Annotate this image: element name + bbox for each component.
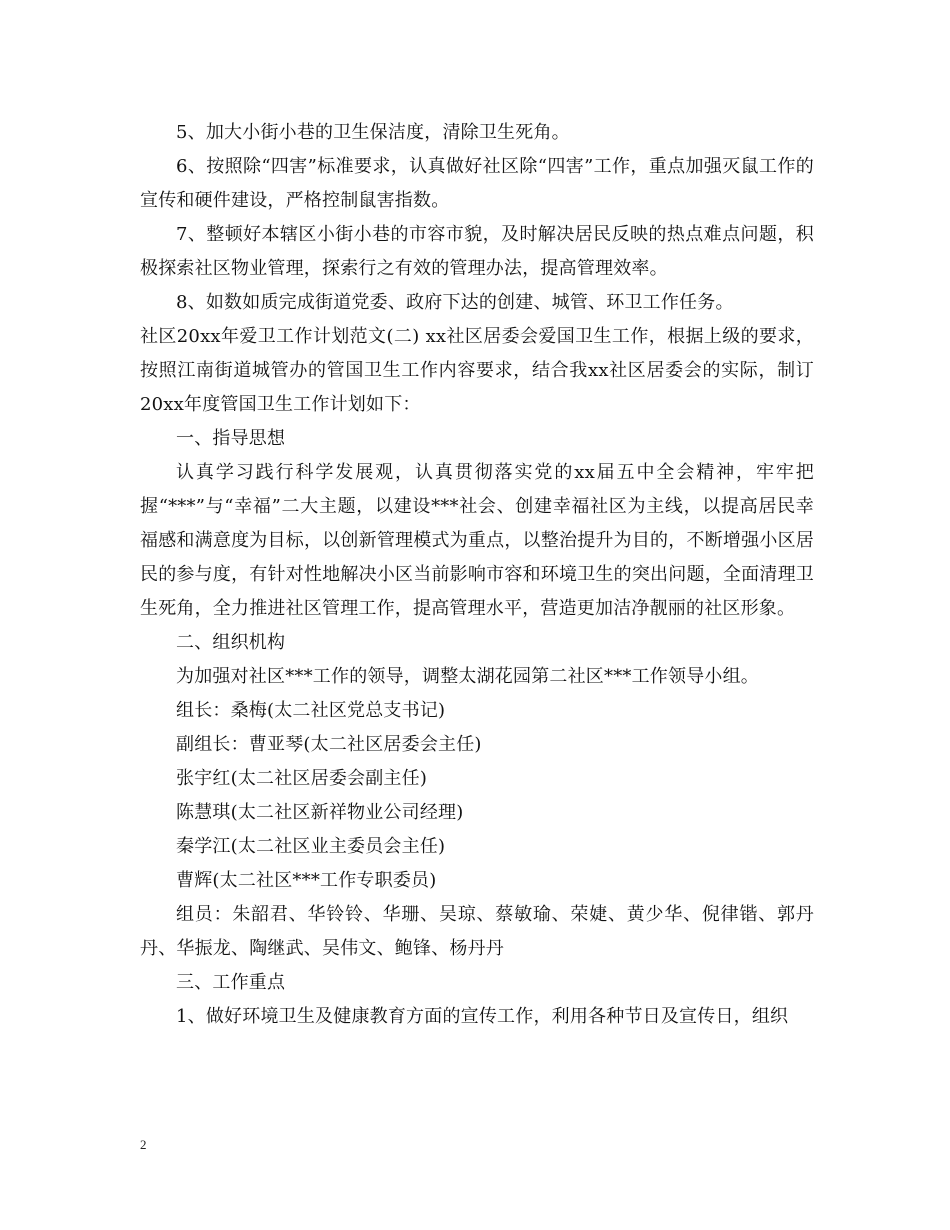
heading-organization: 二、组织机构 [176, 632, 286, 653]
paragraph-item-5: 5、加大小街小巷的卫生保洁度，清除卫生死角。 [176, 122, 570, 143]
team-member-cao: 曹辉(太二社区***工作专职委员) [176, 870, 437, 891]
team-member-qin: 秦学江(太二社区业主委员会主任) [176, 836, 446, 857]
page-number: 2 [140, 1137, 147, 1152]
team-member-zhang: 张宇红(太二社区居委会副主任) [176, 768, 428, 789]
section-heading-plan-intro: 社区20xx年爱卫工作计划范文(二) xx社区居委会爱国卫生工作，根据上级的要求，按照江南街道城管办的管国卫生工作内容要求，结合我xx社区居委会的实际，制订20xx年度管国卫生工作计划如下： [140, 326, 814, 415]
team-member-chen: 陈慧琪(太二社区新祥物业公司经理) [176, 802, 464, 823]
paragraph-item-6: 6、按照除“四害”标准要求，认真做好社区除“四害”工作，重点加强灭鼠工作的宣传和硬件建设，严格控制鼠害指数。 [140, 156, 814, 211]
paragraph-organization-intro: 为加强对社区***工作的领导，调整太湖花园第二社区***工作领导小组。 [176, 666, 759, 687]
heading-guiding-thought: 一、指导思想 [176, 428, 286, 449]
deputy-team-leader: 副组长：曹亚琴(太二社区居委会主任) [176, 734, 482, 755]
paragraph-item-7: 7、整顿好本辖区小街小巷的市容市貌，及时解决居民反映的热点难点问题，积极探索社区物业管理，探索行之有效的管理办法，提高管理效率。 [140, 224, 814, 279]
team-members-list: 组员：朱韶君、华铃铃、华珊、吴琼、蔡敏瑜、荣婕、黄少华、倪律锴、郭丹丹、华振龙、陶继武、吴伟文、鲍锋、杨丹丹 [140, 904, 814, 959]
paragraph-guiding-thought: 认真学习践行科学发展观，认真贯彻落实党的xx届五中全会精神，牢牢把握“***”与“幸福”二大主题，以建设***社会、创建幸福社区为主线，以提高居民幸福感和满意度为目标，以创新管理模式为重点，以整治提升为目的，不断增强小区居民的参与度，有针对性地解决小区当前影响市容和环境卫生的突出问题，全面清理卫生死角，全力推进社区管理工作，提高管理水平，营造更加洁净靓丽的社区形象。 [140, 462, 814, 619]
team-leader: 组长：桑梅(太二社区党总支书记) [176, 700, 446, 721]
heading-work-focus: 三、工作重点 [176, 972, 286, 993]
document-body [140, 116, 814, 1034]
paragraph-work-focus-1: 1、做好环境卫生及健康教育方面的宣传工作，利用各种节日及宣传日，组织 [176, 1006, 789, 1027]
paragraph-item-8: 8、如数如质完成街道党委、政府下达的创建、城管、环卫工作任务。 [176, 292, 734, 313]
